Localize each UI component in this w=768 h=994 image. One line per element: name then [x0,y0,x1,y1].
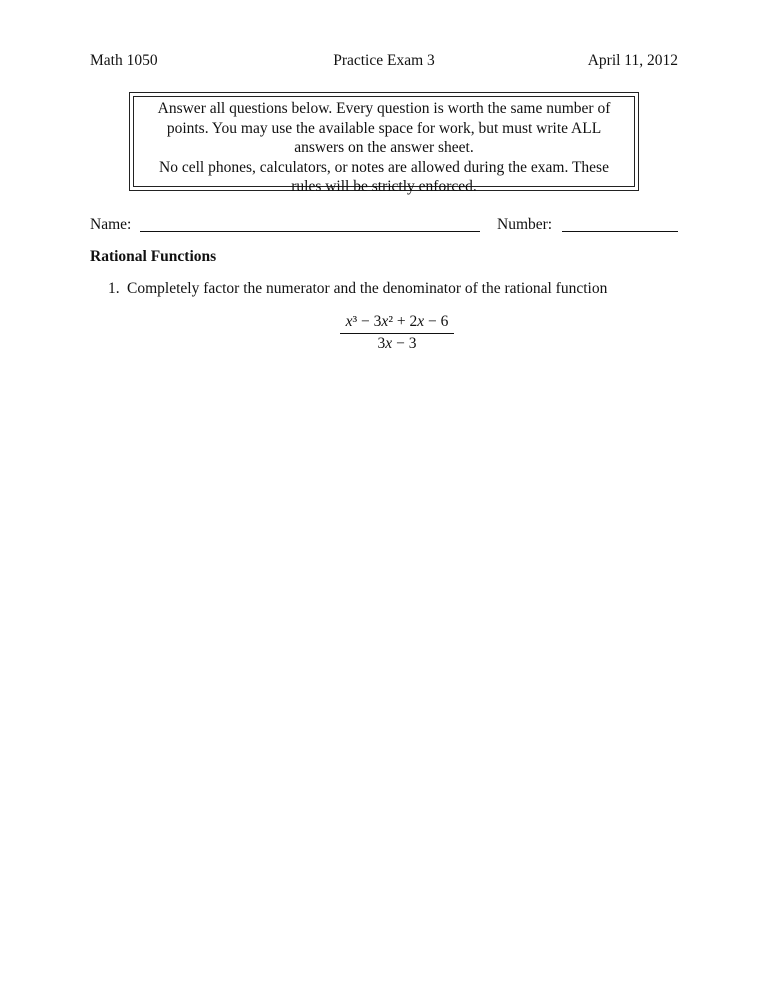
exam-date: April 11, 2012 [587,52,678,69]
rules-box-inner-border [133,96,635,195]
rules-text [144,99,624,197]
rules-line: rules will be strictly enforced. [291,178,477,195]
question-text: Completely factor the numerator and the denominator of the rational function [127,280,608,297]
number-label: Number: [497,216,553,233]
rules-line: points. You may use the available space for work, but must write ALL [166,119,602,137]
fraction-numerator: x³ − 3x² + 2x − 6 [340,313,454,334]
question-number: 1. [108,280,120,297]
fraction-denominator: 3x − 3 [377,335,417,352]
course-name: Math 1050 [90,52,158,69]
name-field[interactable] [140,231,480,232]
page-header [90,52,678,74]
rules-line: Answer all questions below. Every question is worth the same number of [157,100,611,117]
rules-line: No cell phones, calculators, or notes are allowed during the exam. These [159,158,609,176]
rules-box [129,92,639,195]
rules-line: answers on the answer sheet. [294,139,474,156]
number-field[interactable] [562,231,678,232]
student-info-row [90,216,678,238]
section-title: Rational Functions [90,248,217,265]
exam-title: Practice Exam 3 [333,52,435,69]
rational-function [340,313,454,353]
name-label: Name: [90,216,132,233]
